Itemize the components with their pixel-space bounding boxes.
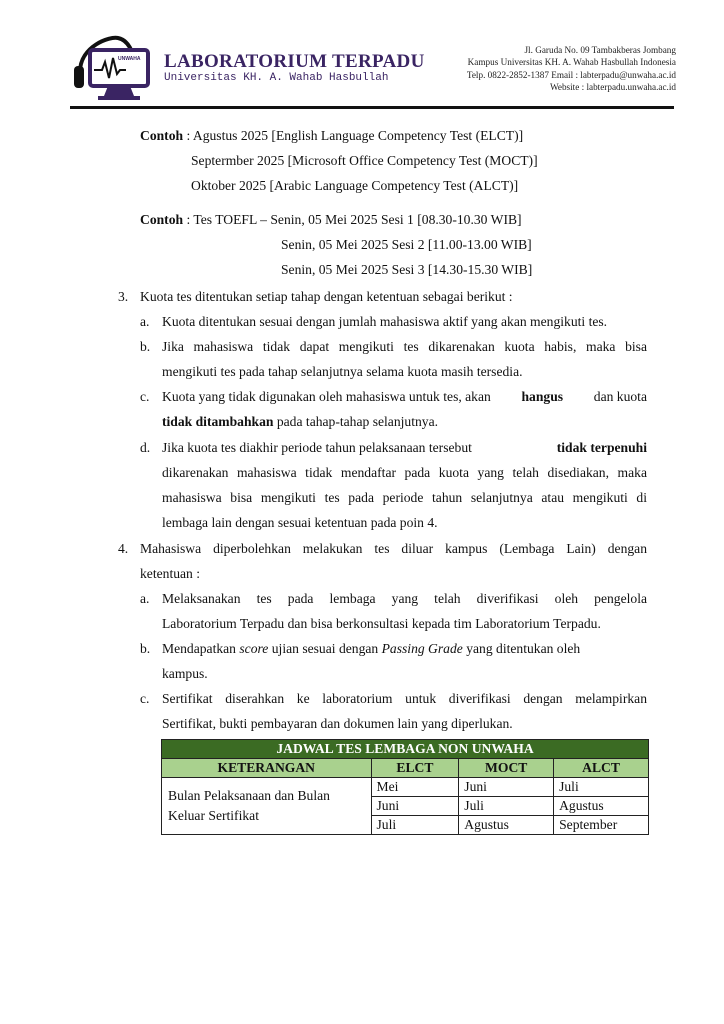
example-label: Contoh (140, 212, 184, 227)
column-header: KETERANGAN (162, 759, 372, 778)
item-4c-line-1: Sertifikat diserahkan ke laboratorium untuk diverifikasi dengan melampirkan (162, 691, 647, 706)
column-header: ELCT (371, 759, 459, 778)
table-cell: Agustus (459, 816, 554, 835)
item-4-line-2: ketentuan : (140, 566, 201, 581)
item-4-line-1: Mahasiswa diperbolehkan melakukan tes diluar kampus (Lembaga Lain) dengan (140, 541, 647, 556)
item-4b-line-2: kampus. (162, 666, 208, 681)
table-cell: Juni (371, 797, 459, 816)
item-4c-line-2: Sertifikat, bukti pembayaran dan dokumen lain yang diperlukan. (162, 716, 513, 731)
table-cell: Juli (371, 816, 459, 835)
table-row (162, 778, 649, 797)
table-cell: Juni (459, 778, 554, 797)
item-3b-line-2: mengikuti tes pada tahap selanjutnya selama kuota masih tersedia. (162, 364, 523, 379)
item-3d-line-2: dikarenakan mahasiswa tidak mendaftar pada kuota yang telah disediakan, maka (162, 465, 647, 480)
item-3c-line-1: Kuota yang tidak digunakan oleh mahasiswa untuk tes, akan hangus dan kuota (162, 389, 647, 404)
row-label: Bulan Pelaksanaan dan Bulan Keluar Sertifikat (162, 778, 372, 835)
item-3d-letter: d. (140, 440, 151, 455)
table-cell: September (554, 816, 649, 835)
item-3d-line-3: mahasiswa bisa mengikuti tes pada periode tahun selanjutnya atau mengikuti di (162, 490, 647, 505)
table-cell: Juli (554, 778, 649, 797)
item-3a-letter: a. (140, 314, 150, 329)
example-2-line-2: Senin, 05 Mei 2025 Sesi 2 [11.00-13.00 WIB] (281, 237, 532, 252)
item-3a-text: Kuota ditentukan sesuai dengan jumlah mahasiswa aktif yang akan mengikuti tes. (162, 314, 608, 329)
item-3d-line-1: Jika kuota tes diakhir periode tahun pelaksanaan tersebut tidak terpenuhi (162, 440, 647, 455)
example-1-line-3: Oktober 2025 [Arabic Language Competency Test (ALCT)] (191, 178, 519, 193)
logo-text: UNWAHA (118, 56, 141, 62)
table-header-row (162, 759, 649, 778)
column-header: MOCT (459, 759, 554, 778)
table-cell: Mei (371, 778, 459, 797)
example-label: Contoh (140, 128, 184, 143)
item-3-number: 3. (118, 289, 129, 304)
header-divider (70, 106, 674, 109)
item-3-text: Kuota tes ditentukan setiap tahap dengan ketentuan sebagai berikut : (140, 289, 513, 304)
example-1-line-1: Contoh : Agustus 2025 [English Language Competency Test (ELCT)] (140, 128, 524, 143)
item-4-number: 4. (118, 541, 129, 556)
table-title: JADWAL TES LEMBAGA NON UNWAHA (162, 740, 649, 759)
example-2-line-3: Senin, 05 Mei 2025 Sesi 3 [14.30-15.30 WIB] (281, 262, 533, 277)
table-cell: Juli (459, 797, 554, 816)
item-3b-line-1: Jika mahasiswa tidak dapat mengikuti tes dikarenakan kuota habis, maka bisa (162, 339, 647, 354)
item-3b-letter: b. (140, 339, 151, 354)
example-2-line-1: Contoh : Tes TOEFL – Senin, 05 Mei 2025 Sesi 1 [08.30-10.30 WIB] (140, 212, 522, 227)
item-4a-line-1: Melaksanakan tes pada lembaga yang telah diverifikasi oleh pengelola (162, 591, 647, 606)
item-4c-letter: c. (140, 691, 150, 706)
address-line-1: Jl. Garuda No. 09 Tambakberas Jombang (524, 45, 676, 55)
item-4a-letter: a. (140, 591, 150, 606)
item-3c-letter: c. (140, 389, 150, 404)
table-cell: Agustus (554, 797, 649, 816)
address-line-2: Kampus Universitas KH. A. Wahab Hasbullah Indonesia (467, 57, 676, 68)
phone-email-line: Telp. 0822-2852-1387 Email : labterpadu@unwaha.ac.id (466, 69, 676, 80)
contact-block (467, 44, 676, 94)
item-4a-line-2: Laboratorium Terpadu dan bisa berkonsultasi kepada tim Laboratorium Terpadu. (162, 616, 601, 631)
item-3d-line-4: lembaga lain dengan sesuai ketentuan pada poin 4. (162, 515, 438, 530)
example-1-line-2: Septermber 2025 [Microsoft Office Competency Test (MOCT)] (191, 153, 538, 168)
letterhead (60, 24, 678, 110)
item-4b-letter: b. (140, 641, 151, 656)
website-line: Website : labterpadu.unwaha.ac.id (549, 82, 676, 93)
emphasis-tidak-ditambahkan: tidak ditambahkan (162, 414, 274, 429)
item-3c-line-2: tidak ditambahkan pada tahap-tahap selanjutnya. (162, 414, 439, 429)
university-name: Universitas KH. A. Wahab Hasbullah (164, 72, 389, 84)
column-header: ALCT (554, 759, 649, 778)
laboratorium-logo (68, 34, 154, 104)
item-4b-line-1: Mendapatkan score ujian sesuai dengan Passing Grade yang ditentukan oleh (162, 641, 581, 656)
table-title-row (162, 740, 649, 759)
term-passing-grade: Passing Grade (381, 641, 463, 656)
lab-name: LABORATORIUM TERPADU (164, 51, 425, 72)
emphasis-hangus: hangus (521, 389, 564, 404)
term-score: score (239, 641, 269, 656)
emphasis-tidak-terpenuhi: tidak terpenuhi (556, 440, 647, 455)
schedule-table (161, 739, 649, 835)
